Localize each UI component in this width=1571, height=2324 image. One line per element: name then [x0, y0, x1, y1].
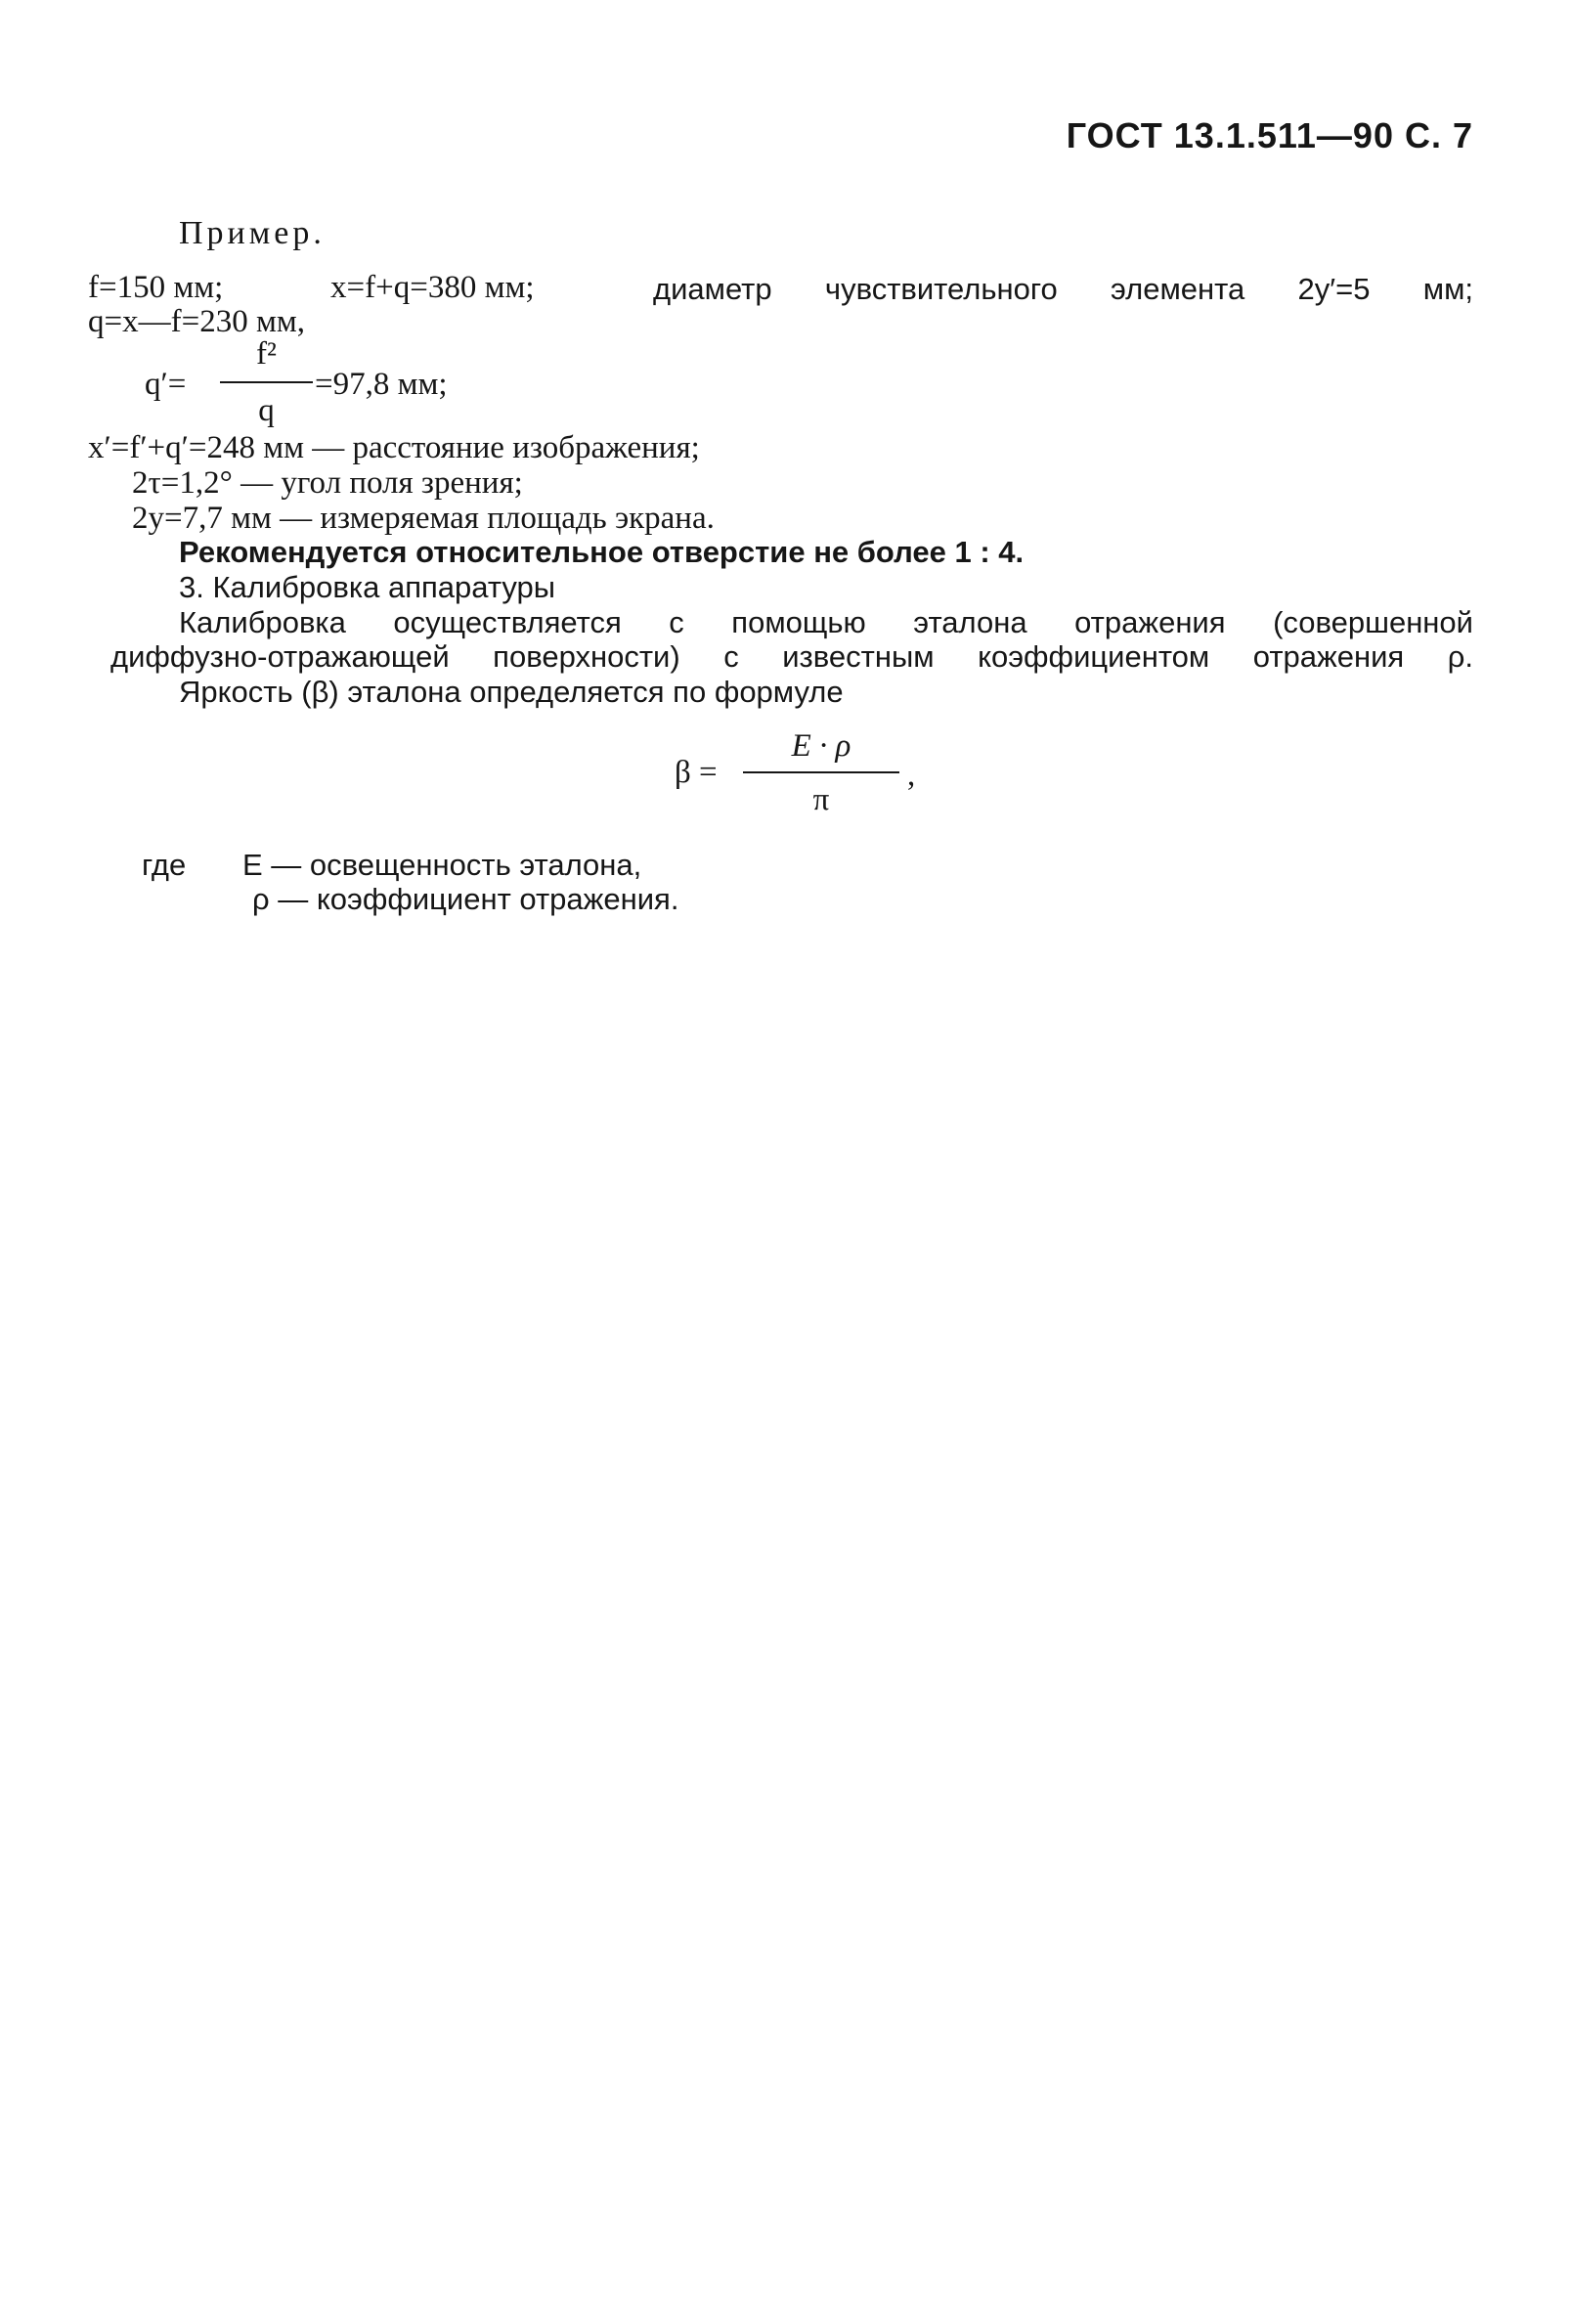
page-header: ГОСТ 13.1.511—90 С. 7 — [1066, 115, 1473, 155]
calibration-paragraph-line-2: диффузно-отражающей поверхности) с известным коэффициентом отражения ρ. — [110, 639, 1473, 674]
q-prime-numerator: f² — [256, 336, 277, 372]
formula-denominator: π — [812, 782, 830, 817]
example-line-x: x=f+q=380 мм; — [330, 270, 535, 305]
legend-item-rho: ρ — коэффициент отражения. — [252, 882, 679, 916]
recommendation: Рекомендуется относительное отверстие не более 1 : 4. — [179, 535, 1025, 569]
calibration-paragraph-line-1: Калибровка осуществляется с помощью эталона отражения (совершенной — [179, 605, 1473, 639]
formula-lhs: β = — [675, 755, 718, 790]
formula-numerator: E · ρ — [791, 728, 851, 764]
brightness-sentence: Яркость (β) эталона определяется по формуле — [179, 675, 844, 709]
formula-trailing-comma: , — [907, 758, 916, 793]
example-title: Пример. — [179, 215, 326, 251]
q-prime-rhs: =97,8 мм; — [315, 367, 448, 402]
example-line-x-prime: x′=f′+q′=248 мм — расстояние изображения; — [88, 430, 700, 465]
q-prime-denominator: q — [258, 393, 275, 428]
legend-where: где — [142, 848, 187, 882]
formula-fraction-bar — [743, 771, 899, 773]
example-line-q: q=x—f=230 мм, — [88, 304, 305, 339]
example-line-angle: 2τ=1,2° — угол поля зрения; — [132, 465, 523, 501]
legend-item-e: E — освещенность эталона, — [242, 848, 642, 882]
q-prime-lhs: q′= — [145, 367, 187, 402]
q-prime-fraction-bar — [220, 381, 313, 383]
example-line-f: f=150 мм; — [88, 270, 224, 305]
section-3-title: 3. Калибровка аппаратуры — [179, 570, 556, 604]
example-line-area: 2y=7,7 мм — измеряемая площадь экрана. — [132, 501, 715, 536]
example-line-diameter: диаметр чувствительного элемента 2y′=5 мм; — [653, 272, 1473, 306]
